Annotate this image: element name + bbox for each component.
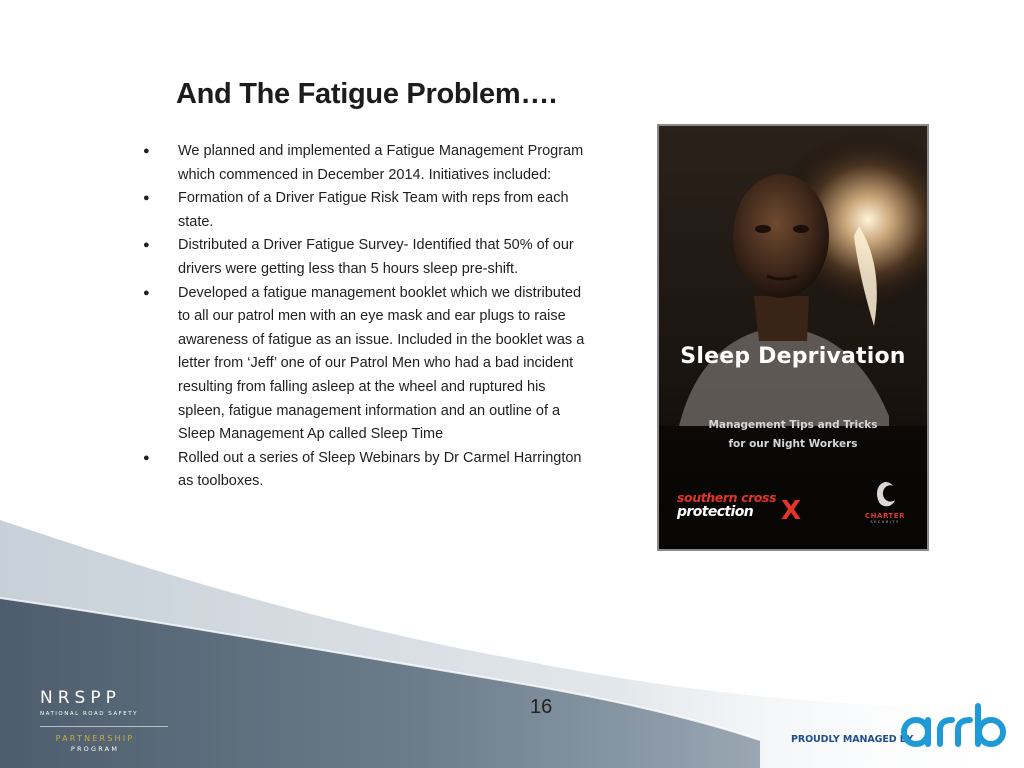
nrspp-full-name: NATIONAL ROAD SAFETY — [40, 711, 138, 717]
sleep-deprivation-poster — [657, 124, 929, 551]
list-item — [140, 282, 585, 447]
logo-text: SECURITY — [870, 520, 900, 524]
logo-text: protection — [677, 504, 754, 520]
bullet-marker: ● — [143, 192, 150, 205]
poster-title: Sleep Deprivation — [680, 344, 906, 369]
managed-by-label: PROUDLY MANAGED BY — [791, 734, 914, 745]
list-item — [140, 187, 585, 234]
bullet-list — [140, 140, 585, 494]
list-item — [140, 234, 585, 281]
slide-title: And The Fatigue Problem…. — [176, 78, 557, 110]
bullet-marker: ● — [143, 239, 150, 252]
bullet-text: Rolled out a series of Sleep Webinars by Dr Carmel Harrington as toolboxes. — [178, 449, 582, 490]
bullet-text: Formation of a Driver Fatigue Risk Team with reps from each state. — [178, 190, 569, 230]
charter-security-logo — [855, 480, 915, 524]
poster-subtitle — [659, 416, 927, 454]
arrb-logo — [900, 702, 1010, 750]
poster-subtitle-line: Management Tips and Tricks — [708, 419, 878, 431]
bullet-marker: ● — [143, 451, 150, 464]
divider — [40, 726, 168, 727]
nrspp-acronym: NRSPP — [40, 688, 121, 708]
bullet-text: Developed a fatigue management booklet which we distributed to all our patrol men with an eye mask and ear plugs to raise awareness of fatigue as an issue. Included in the booklet was a letter from ‘Jeff’ one of our Patrol Men who had a bad incident resulting from falling asleep at the wheel and ruptured his spleen, fatigue management information and an outline of a Sleep Management Ap called Sleep Time — [178, 284, 585, 443]
nrspp-logo — [40, 688, 170, 753]
logo-text: CHARTER — [865, 512, 905, 520]
list-item — [140, 447, 585, 494]
nrspp-partnership: PARTNERSHIP — [55, 734, 135, 743]
bullet-marker: ● — [143, 286, 150, 299]
page-number: 16 — [530, 696, 553, 718]
southern-cross-protection-logo — [677, 490, 776, 520]
logo-text: southern cross — [677, 490, 777, 505]
southern-cross-x-mark: X — [781, 496, 802, 526]
nrspp-program: PROGRAM — [70, 745, 120, 753]
bullet-text: We planned and implemented a Fatigue Management Program which commenced in December 2014. Initiatives included: — [178, 143, 584, 183]
bullet-marker: ● — [143, 145, 150, 157]
poster-subtitle-line: for our Night Workers — [728, 438, 858, 450]
bullet-text: Distributed a Driver Fatigue Survey- Identified that 50% of our drivers were getting less than 5 hours sleep pre-shift. — [178, 237, 574, 277]
list-item — [140, 140, 585, 187]
charter-emblem-icon — [872, 480, 898, 510]
